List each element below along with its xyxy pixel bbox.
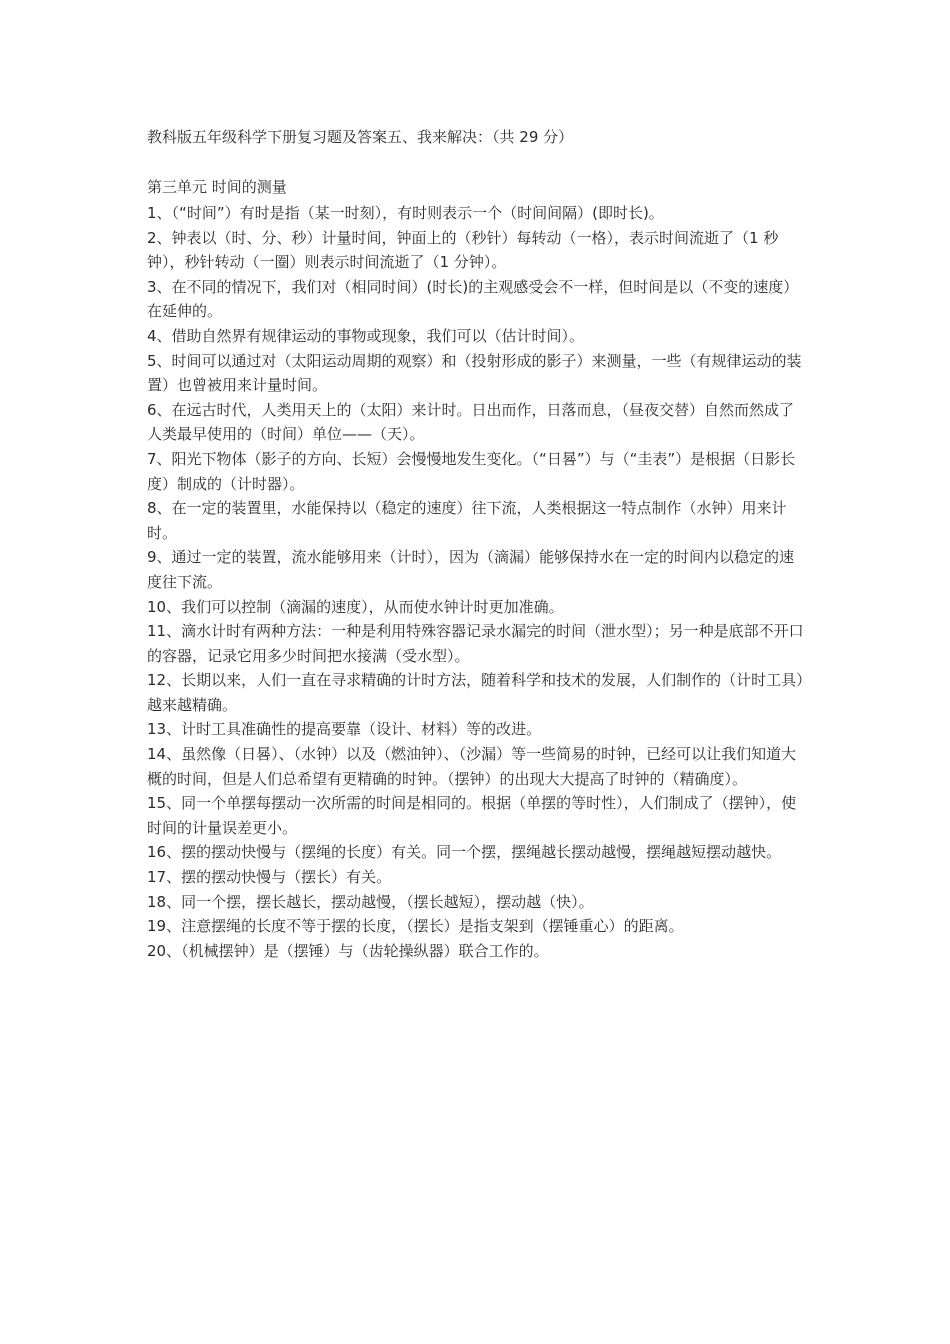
list-item: 1、（“时间”）有时是指（某一时刻），有时则表示一个（时间间隔）(即时长)。 <box>147 204 664 222</box>
list-item: 8、在一定的装置里，水能保持以（稳定的速度）往下流，人类根据这一特点制作（水钟）用来计时。 <box>147 499 787 542</box>
document-body <box>147 176 805 963</box>
document-title: 教科版五年级科学下册复习题及答案五、我来解决：（共 29 分） <box>147 128 574 146</box>
list-item: 10、我们可以控制（滴漏的速度），从而使水钟计时更加准确。 <box>147 597 564 616</box>
unit-title: 第三单元 时间的测量 <box>147 178 287 196</box>
list-item: 9、通过一定的装置，流水能够用来（计时），因为（滴漏）能够保持水在一定的时间内以稳定的速度往下流。 <box>147 548 795 591</box>
list-item: 6、在远古时代，人类用天上的（太阳）来计时。日出而作，日落而息，（昼夜交替）自然而然成了人类最早使用的（时间）单位——（天）。 <box>147 400 795 444</box>
list-item: 15、同一个单摆每摆动一次所需的时间是相同的。根据（单摆的等时性），人们制成了（摆钟），使时间的计量误差更小。 <box>147 794 797 837</box>
list-item: 11、滴水计时有两种方法：一种是利用特殊容器记录水漏完的时间（泄水型）；另一种是底部不开口的容器，记录它用多少时间把水接满（受水型）。 <box>147 622 804 665</box>
list-item: 19、注意摆绳的长度不等于摆的长度，（摆长）是指支架到（摆锤重心）的距离。 <box>147 917 684 936</box>
list-item: 17、摆的摆动快慢与（摆长）有关。 <box>147 868 392 887</box>
list-item: 18、同一个摆，摆长越长，摆动越慢，（摆长越短），摆动越（快）。 <box>147 892 594 911</box>
list-item: 13、计时工具准确性的提高要靠（设计、材料）等的改进。 <box>147 720 542 739</box>
list-item: 5、时间可以通过对（太阳运动周期的观察）和（投射形成的影子）来测量，一些（有规律运动的装置）也曾被用来计量时间。 <box>147 351 802 395</box>
list-item: 16、摆的摆动快慢与（摆绳的长度）有关。同一个摆，摆绳越长摆动越慢，摆绳越短摆动越快。 <box>147 843 782 862</box>
list-item: 4、借助自然界有规律运动的事物或现象，我们可以（估计时间）。 <box>147 326 585 345</box>
list-item: 20、（机械摆钟）是（摆锤）与（齿轮操纵器）联合工作的。 <box>147 941 549 960</box>
list-item: 3、在不同的情况下，我们对（相同时间）(时长)的主观感受会不一样，但时间是以（不变的速度）在延伸的。 <box>147 277 799 321</box>
list-item: 7、阳光下物体（影子的方向、长短）会慢慢地发生变化。（“日晷”）与（“圭表”）是根据（日影长度）制成的（计时器）。 <box>147 449 796 493</box>
list-item: 12、长期以来，人们一直在寻求精确的计时方法，随着科学和技术的发展，人们制作的（计时工具）越来越精确。 <box>147 671 804 714</box>
list-item: 14、虽然像（日晷）、（水钟）以及（燃油钟）、（沙漏）等一些简易的时钟，已经可以让我们知道大概的时间，但是人们总希望有更精确的时钟。（摆钟）的出现大大提高了时钟的（精确度）。 <box>147 745 797 788</box>
list-item: 2、钟表以（时、分、秒）计量时间，钟面上的（秒针）每转动（一格），表示时间流逝了（1 秒钟），秒针转动（一圈）则表示时间流逝了（1 分钟）。 <box>147 228 779 272</box>
